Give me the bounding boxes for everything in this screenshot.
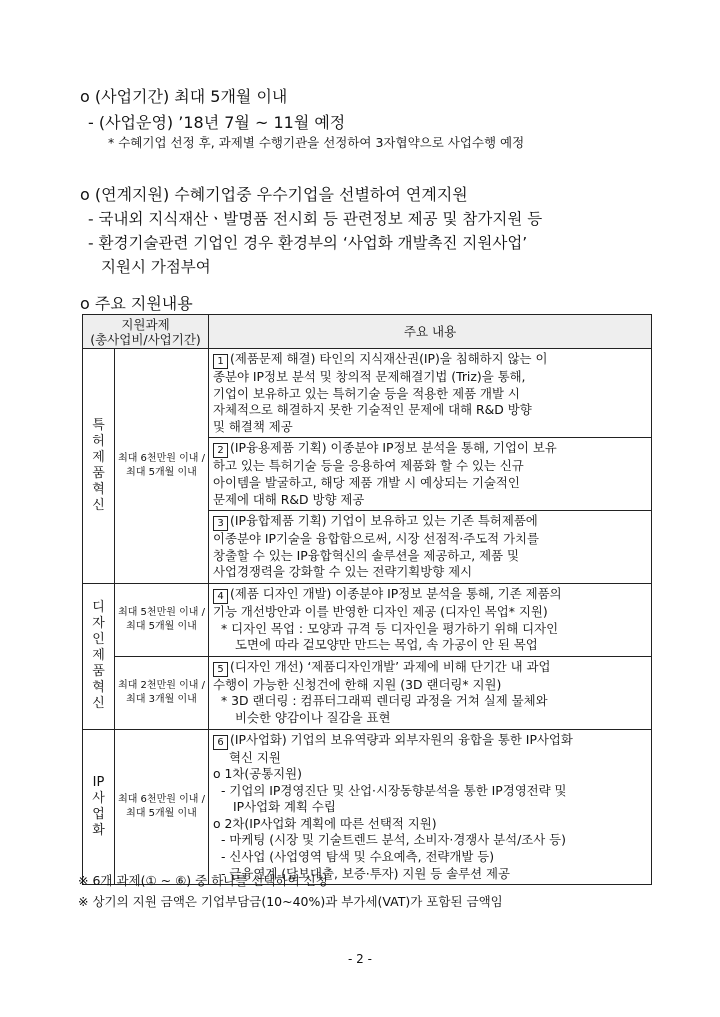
task-line: 이종분야 IP기술을 융합함으로써, 시장 선점적·주도적 가치를	[213, 531, 539, 547]
budget-amount: 최대 2천만원 이내 /	[118, 679, 205, 691]
task-line: 수행이 가능한 신청건에 한해 지원 (3D 랜더링* 지원)	[213, 676, 502, 692]
cat-char: 제	[92, 449, 105, 465]
task-number-6: 6	[213, 735, 228, 750]
budget-period: 최대 3개월 이내	[126, 693, 197, 705]
task-number-4: 4	[213, 589, 228, 604]
task-note: * 3D 랜더링 : 컴퓨터그래픽 렌더링 과정을 거쳐 실제 물체와	[221, 693, 548, 709]
header-task-label: 지원과제	[121, 316, 170, 332]
budget-design-improve	[115, 656, 209, 729]
task-line: 기능 개선방안과 이를 반영한 디자인 제공 (디자인 목업* 지원)	[213, 603, 548, 619]
task-line: o 2차(IP사업화 계획에 따른 선택적 지원)	[213, 815, 437, 831]
cat-char: 화	[92, 822, 105, 838]
task-line: 하고 있는 특허기술 등을 응용하여 제품화 할 수 있는 신규	[213, 458, 524, 474]
table-row	[83, 729, 652, 885]
cat-char: 사	[92, 790, 105, 806]
cat-char: 혁	[92, 481, 105, 497]
section-period-title: o (사업기간) 최대 5개월 이내	[80, 87, 288, 106]
cat-char: 품	[92, 664, 105, 680]
category-ip-commercialization	[83, 729, 115, 885]
task-1-content	[209, 349, 652, 438]
cat-char: 제	[92, 648, 105, 664]
cat-char: 품	[92, 465, 105, 481]
section-period-note: * 수혜기업 선정 후, 과제별 수행기관을 선정하여 3자협약으로 사업수행 예정	[108, 135, 525, 150]
section-linkage-item-2b: 지원시 가점부여	[101, 258, 211, 276]
cat-char: 특	[92, 417, 105, 433]
budget-period: 최대 5개월 이내	[126, 466, 197, 478]
task-note: 도면에 따라 겉모양만 만드는 목업, 속 가공이 안 된 목업	[235, 637, 538, 653]
header-task-sub: (총사업비/사업기간)	[90, 331, 201, 347]
cat-char: 자	[92, 616, 105, 632]
table-header-row	[83, 315, 652, 349]
budget-ip	[115, 729, 209, 885]
budget-design-dev	[115, 583, 209, 656]
cat-char: 업	[92, 806, 105, 822]
category-design-innovation	[83, 583, 115, 729]
task-6-content	[209, 729, 652, 885]
section-linkage-title: o (연계지원) 수혜기업중 우수기업을 선별하여 연계지원	[80, 185, 468, 204]
section-main-support-title: o 주요 지원내용	[80, 294, 193, 313]
task-line: - 신사업 (사업영역 탐색 및 수요예측, 전략개발 등)	[221, 849, 495, 865]
budget-period: 최대 5개월 이내	[126, 807, 197, 819]
task-line: 기업이 보유하고 있는 특허기술 등을 적용한 제품 개발 시	[213, 385, 520, 401]
table-row	[83, 583, 652, 656]
task-5-content	[209, 656, 652, 729]
category-patent-innovation	[83, 349, 115, 584]
task-number-3: 3	[213, 516, 228, 531]
task-line: - 금융연계 (담보대출, 보증·투자) 지원 등 솔루션 제공	[221, 865, 510, 881]
cat-char: 신	[92, 696, 105, 712]
cat-char: 허	[92, 433, 105, 449]
footnote-1: ※ 6개 과제(① ~ ⑥) 중 하나를 선택하여 신청	[78, 873, 328, 888]
task-line: (IP융용제품 기획) 이종분야 IP정보 분석을 통해, 기업이 보유	[230, 440, 557, 456]
task-line: 문제에 대해 R&D 방향 제공	[213, 491, 365, 507]
task-note: 비슷한 양감이나 질감을 표현	[235, 709, 391, 725]
budget-amount: 최대 6천만원 이내 /	[118, 793, 205, 805]
footnote-2: ※ 상기의 지원 금액은 기업부담금(10~40%)과 부가세(VAT)가 포함된 금액임	[78, 894, 503, 909]
table-row	[83, 656, 652, 729]
table-row	[83, 349, 652, 438]
section-period-operation: - (사업운영) ’18년 7월 ~ 11월 예정	[88, 113, 346, 132]
task-line: IP사업화 계획 수립	[233, 799, 336, 815]
section-linkage-item-2a: - 환경기술관련 기업인 경우 환경부의 ‘사업화 개발촉진 지원사업’	[88, 234, 528, 252]
budget-patent	[115, 349, 209, 584]
table-header-content: 주요 내용	[209, 315, 652, 349]
task-line: (제품 디자인 개발) 이종분야 IP정보 분석을 통해, 기존 제품의	[230, 585, 562, 601]
task-line: (제품문제 해결) 타인의 지식재산권(IP)을 침해하지 않는 이	[230, 351, 548, 366]
task-4-content	[209, 583, 652, 656]
task-number-1: 1	[213, 354, 228, 369]
task-note: * 디자인 목업 : 모양과 규격 등 디자인을 평가하기 위해 디자인	[221, 620, 559, 636]
task-line: (디자인 개선) ‘제품디자인개발’ 과제에 비해 단기간 내 과업	[230, 658, 551, 674]
task-line: 창출할 수 있는 IP융합혁신의 솔루션을 제공하고, 제품 및	[213, 547, 519, 563]
task-line: - 마케팅 (시장 및 기술트렌드 분석, 소비자·경쟁사 분석/조사 등)	[221, 832, 566, 848]
cat-char: 인	[92, 632, 105, 648]
task-line: 아이템을 발굴하고, 해당 제품 개발 시 예상되는 기술적인	[213, 474, 520, 490]
task-line: (IP사업화) 기업의 보유역량과 외부자원의 융합을 통한 IP사업화	[230, 731, 573, 747]
cat-char: 혁	[92, 680, 105, 696]
task-line: o 1차(공통지원)	[213, 766, 302, 782]
section-linkage-item-1: - 국내외 지식재산ㆍ발명품 전시회 등 관련정보 제공 및 참가지원 등	[88, 210, 543, 228]
task-3-content	[209, 511, 652, 584]
task-line: (IP융합제품 기획) 기업이 보유하고 있는 기존 특허제품에	[230, 513, 538, 529]
cat-char: IP	[92, 774, 105, 790]
task-number-5: 5	[213, 662, 228, 677]
task-line: 자체적으로 해결하지 못한 기술적인 문제에 대해 R&D 방향	[213, 402, 532, 418]
budget-amount: 최대 6천만원 이내 /	[118, 452, 205, 464]
support-table	[82, 314, 652, 885]
budget-amount: 최대 5천만원 이내 /	[118, 606, 205, 618]
task-line: 사업경쟁력을 강화할 수 있는 전략기획방향 제시	[213, 564, 473, 580]
cat-char: 디	[92, 600, 105, 616]
page-number: - 2 -	[348, 952, 372, 966]
task-2-content	[209, 438, 652, 511]
task-number-2: 2	[213, 443, 228, 458]
task-line: 종분야 IP정보 분석 및 창의적 문제해결기법 (Triz)을 통해,	[213, 369, 526, 384]
task-line: - 기업의 IP경영진단 및 산업·시장동향분석을 통한 IP경영전략 및	[221, 782, 567, 798]
table-header-task	[83, 315, 209, 349]
cat-char: 신	[92, 497, 105, 513]
task-line: 및 해결책 제공	[213, 418, 293, 434]
budget-period: 최대 5개월 이내	[126, 620, 197, 632]
task-line: 혁신 지원	[229, 749, 281, 765]
